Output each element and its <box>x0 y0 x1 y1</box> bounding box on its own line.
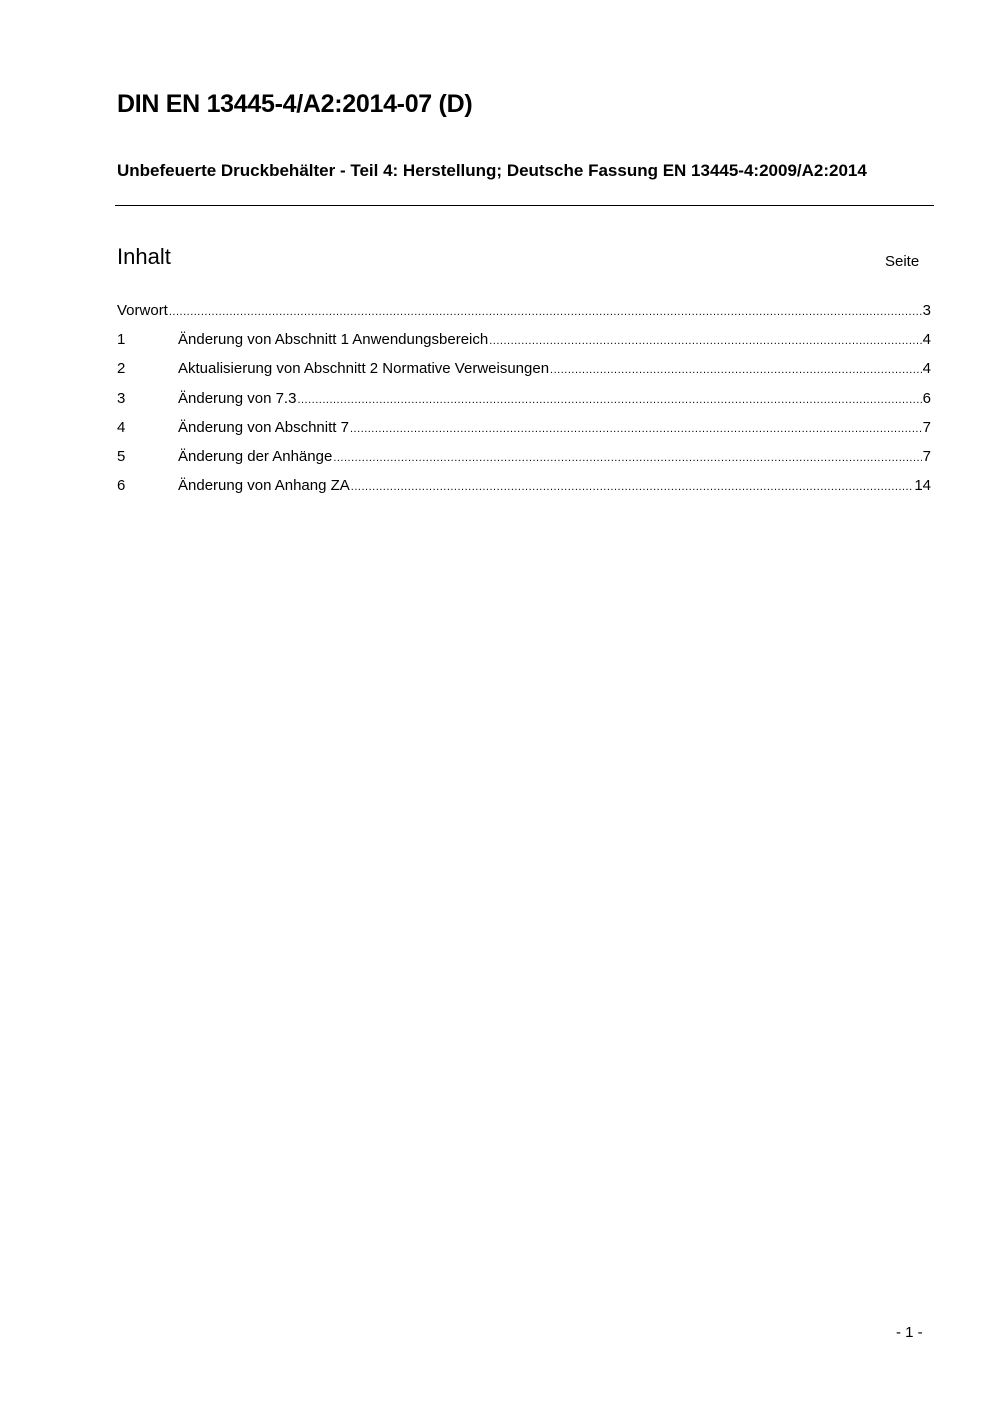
toc-heading: Inhalt <box>117 244 171 269</box>
toc-entry-text: Änderung von Abschnitt 1 Anwendungsbereich <box>178 331 489 349</box>
toc-entry-5[interactable] <box>117 446 931 475</box>
toc-entry-page: 3 <box>922 302 931 319</box>
toc-entry-1[interactable] <box>117 329 931 358</box>
toc-entry-text: Aktualisierung von Abschnitt 2 Normative Verweisungen <box>178 360 550 378</box>
toc-entry-number: 4 <box>117 418 126 436</box>
toc-entry-6[interactable] <box>117 475 931 504</box>
toc-leader-dots <box>169 300 922 322</box>
toc-entry-text: Änderung von Abschnitt 7 <box>178 418 349 436</box>
toc-page-column-label: Seite <box>885 253 920 270</box>
table-of-contents <box>117 300 931 504</box>
toc-leader-dots <box>333 446 921 468</box>
toc-entry-4[interactable] <box>117 417 931 446</box>
toc-entry-page: 7 <box>922 418 931 436</box>
toc-entry-page: 6 <box>922 389 931 407</box>
toc-entry-page: 4 <box>922 360 931 378</box>
toc-entry-number: 5 <box>117 447 126 465</box>
toc-entry-page: 7 <box>922 447 931 465</box>
toc-leader-dots <box>350 417 922 439</box>
toc-leader-dots <box>297 388 921 410</box>
toc-entry-number: 3 <box>117 389 126 407</box>
header-divider <box>115 205 934 206</box>
toc-entry-page: 4 <box>922 331 931 349</box>
toc-entry-number: 1 <box>117 331 126 349</box>
toc-leader-dots <box>550 358 922 380</box>
toc-entry-text: Vorwort <box>117 302 168 319</box>
document-subtitle: Unbefeuerte Druckbehälter - Teil 4: Herstellung; Deutsche Fassung EN 13445-4:2009/A2:2014 <box>117 161 867 180</box>
toc-entry-number: 6 <box>117 477 126 495</box>
toc-entry-text: Änderung von Anhang ZA <box>178 477 350 495</box>
toc-entry-text: Änderung von 7.3 <box>178 389 297 407</box>
toc-entry-3[interactable] <box>117 388 931 417</box>
page-number: - 1 - <box>896 1324 923 1341</box>
document-title: DIN EN 13445-4/A2:2014-07 (D) <box>117 90 473 118</box>
toc-entry-number: 2 <box>117 360 126 378</box>
toc-leader-dots <box>489 329 921 351</box>
toc-leader-dots <box>351 475 914 497</box>
toc-entry-page: 14 <box>914 477 931 495</box>
toc-entry-vorwort[interactable] <box>117 300 931 329</box>
toc-entry-text: Änderung der Anhänge <box>178 447 333 465</box>
toc-entry-2[interactable] <box>117 358 931 387</box>
